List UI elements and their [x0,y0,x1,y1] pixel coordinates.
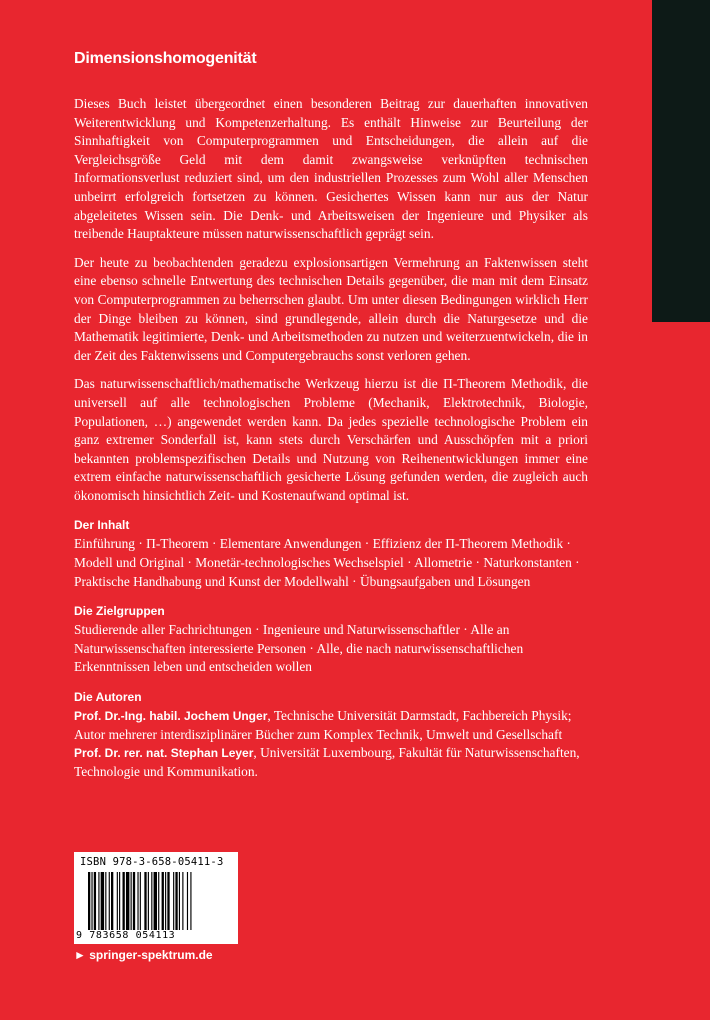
autoren-text [74,707,588,781]
publisher-link[interactable]: ► springer-spektrum.de [74,948,213,962]
autoren-heading: Die Autoren [74,690,142,705]
description-paragraph-3: Das naturwissenschaftlich/mathematische Werkzeug hierzu ist die Π-Theorem Methodik, die universell auf alle technologischen Probleme (Mechanik, Elektrotechnik, Biologie, Populationen, …) angewendet werden kann. Da jedes spezielle technologische Problem ein ganz extremer Sonderfall ist, kann stets durch Verschärfen und Ausschöpfen mit a priori bekannten problemspezifischen Details und Nutzung von Reihenentwicklungen immer eine extrem einfache naturwissenschaftlich gesicherte Lösung gefunden werden, die zugleich auch ökonomisch hinsichtlich Zeit- und Kostenaufwand optimal ist. [74,376,588,503]
author-2-name: Prof. Dr. rer. nat. Stephan Leyer [74,746,254,761]
publisher-url: springer-spektrum.de [89,948,213,962]
inhalt-text: Einführung · Π-Theorem · Elementare Anwendungen · Effizienz der Π-Theorem Methodik · Modell und Original · Monetär-technologisches Wechselspiel · Allometrie · Naturkonstanten · Praktische Handhabung und Kunst der Modellwahl · Übungsaufgaben und Lösungen [74,536,580,589]
back-cover-text [74,50,588,781]
description-paragraph-2: Der heute zu beobachtenden geradezu explosionsartigen Vermehrung an Faktenwissen steht eine ebenso schnelle Entwertung des technischen Details gegenüber, die man mit dem Einsatz von Computerprogrammen zu beherrschen glaubt. Um unter diesen Bedingungen wirklich Herr der Dinge bleiben zu können, sind grundlegende, allein durch die Naturgesetze und die Mathematik legitimierte, Denk- und Arbeitsmethoden zu nutzen und weiterzuentwickeln, die in der Zeit des Faktenwissens und Computergebrauchs sonst verloren gehen. [74,254,588,363]
description-paragraph-1: Dieses Buch leistet übergeordnet einen besonderen Beitrag zur dauerhaften innovativen Weiterentwicklung und Kompetenzerhaltung. Es enthält Hinweise zur Beurteilung der Sinnhaftigkeit von Computerprogrammen und Entscheidungen, die allein auf die Vergleichsgröße Geld mit dem damit zwangsweise verknüpften technischen Informationsverlust reduziert sind, um den industriellen Prozesses zum Wohl aller Menschen unbeirrt erfolgreich fortsetzen zu können. Gesichertes Wissen kann nur aus der Natur abgeleitetes Wissen sein. Die Denk- und Arbeitsweisen der Ingenieure und Physiker als treibende Hauptakteure müssen naturwissenschaftlich geprägt sein. [74,96,588,242]
barcode-bars [88,872,228,930]
author-2-affiliation: , Universität Luxembourg, Fakultät für Naturwissenschaften, Technologie und Kommunikation. [74,745,580,779]
isbn-barcode [74,852,238,944]
isbn-label: ISBN 978-3-658-05411-3 [80,856,224,868]
author-1-name: Prof. Dr.-Ing. habil. Jochem Unger [74,709,268,724]
cover-side-bar [652,0,710,322]
author-1-affiliation: , Technische Universität Darmstadt, Fachbereich Physik; Autor mehrerer interdisziplinärer Bücher zum Komplex Technik, Umwelt und Gesellschaft [74,708,572,742]
inhalt-heading: Der Inhalt [74,518,130,533]
zielgruppen-heading: Die Zielgruppen [74,604,165,619]
book-title: Dimensionshomogenität [74,50,257,67]
barcode-digits: 9 783658 054113 [76,930,176,941]
zielgruppen-text: Studierende aller Fachrichtungen · Ingenieure und Naturwissenschaftler · Alle an Naturwissenschaften interessierte Personen · Alle, die nach naturwissenschaftlichen Erkenntnissen leben und entscheiden wollen [74,622,524,675]
